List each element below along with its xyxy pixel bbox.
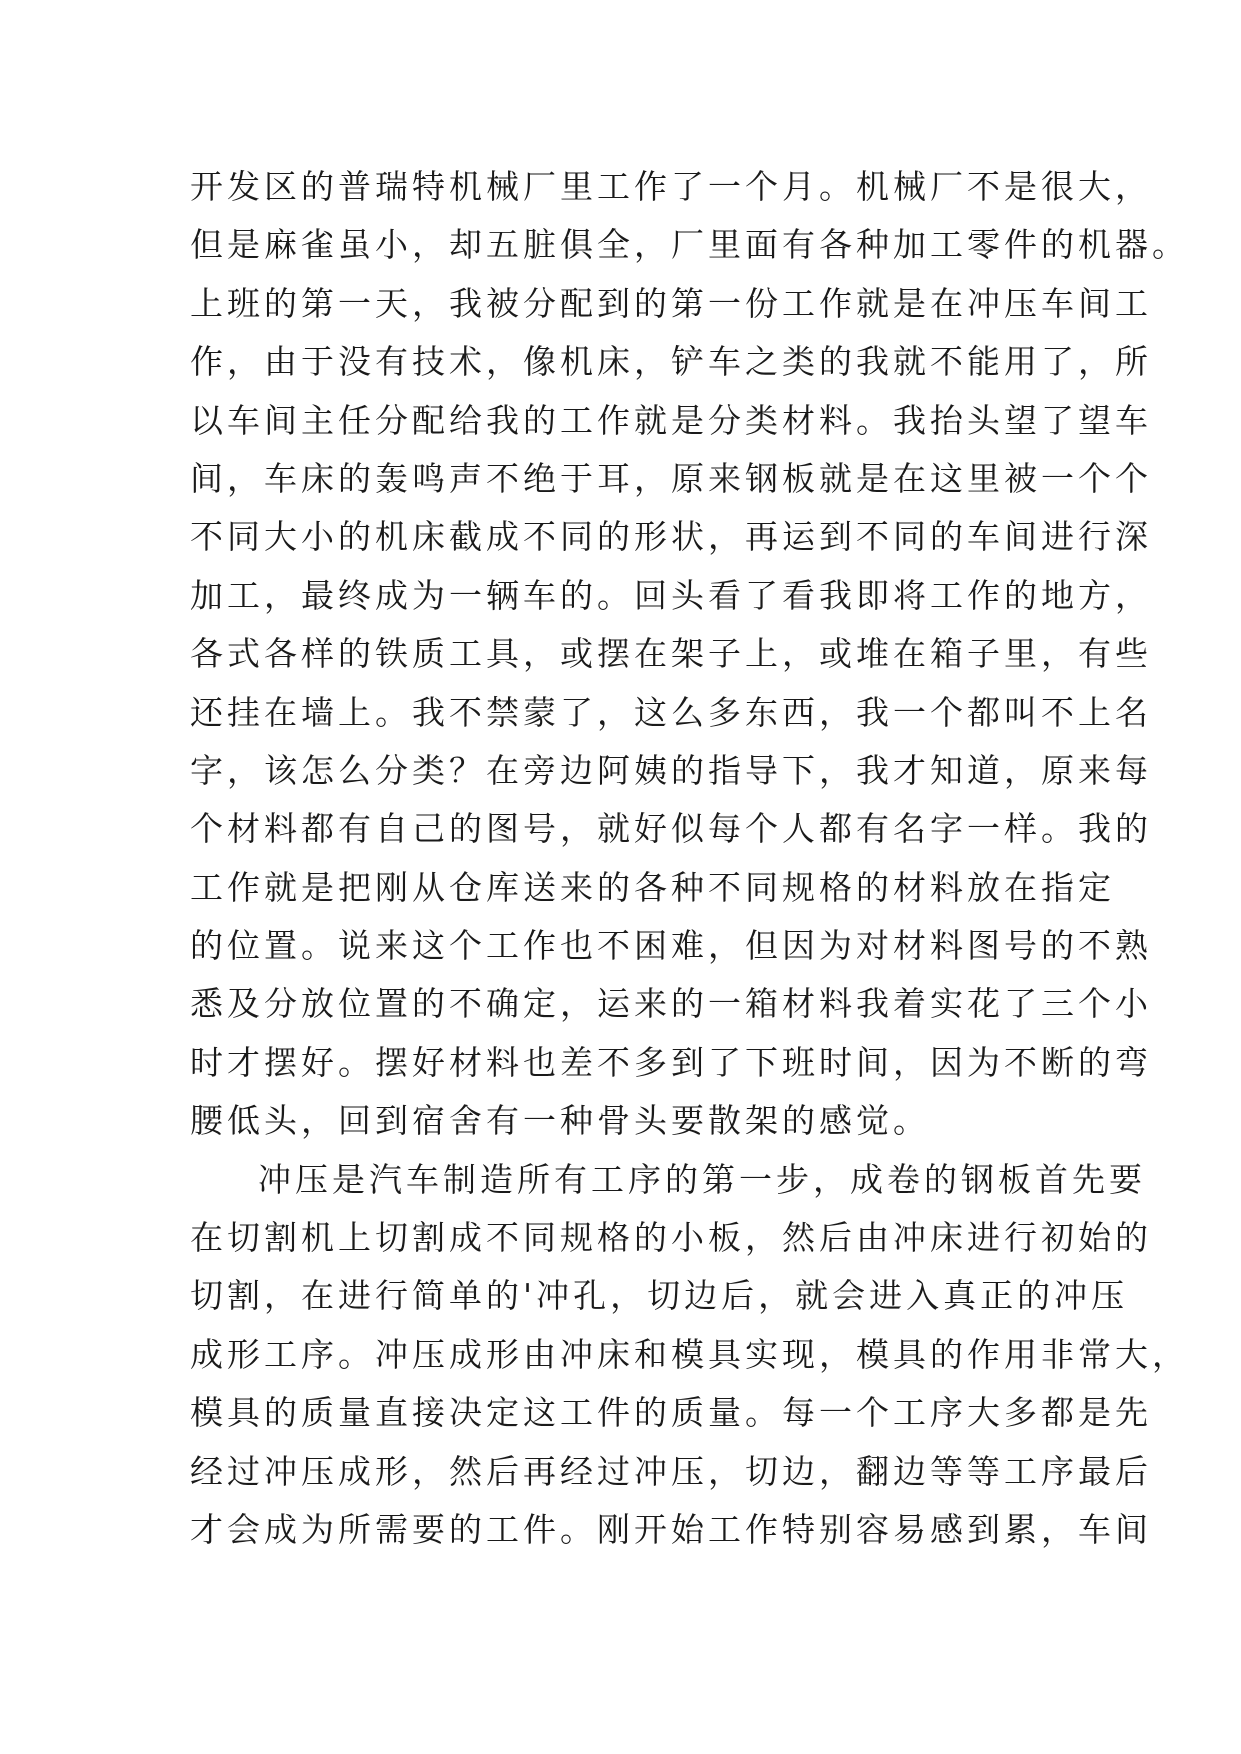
text-line: 各式各样的铁质工具，或摆在架子上，或堆在箱子里，有些 — [190, 634, 1152, 674]
text-line: 腰低头，回到宿舍有一种骨头要散架的感觉。 — [190, 1101, 930, 1141]
text-line: 才会成为所需要的工件。刚开始工作特别容易感到累，车间 — [190, 1509, 1152, 1549]
text-line: 作，由于没有技术，像机床，铲车之类的我就不能用了，所 — [190, 342, 1152, 382]
text-line: 上班的第一天，我被分配到的第一份工作就是在冲压车间工 — [190, 283, 1152, 323]
paragraph — [190, 1151, 1189, 1560]
text-line: 成形工序。冲压成形由冲床和模具实现，模具的作用非常大， — [190, 1334, 1189, 1374]
text-line: 间，车床的轰鸣声不绝于耳，原来钢板就是在这里被一个个 — [190, 458, 1152, 498]
text-line: 冲压是汽车制造所有工序的第一步，成卷的钢板首先要 — [258, 1159, 1146, 1199]
text-line: 以车间主任分配给我的工作就是分类材料。我抬头望了望车 — [190, 400, 1152, 440]
text-line: 工作就是把刚从仓库送来的各种不同规格的材料放在指定 — [190, 867, 1115, 907]
paragraph — [190, 158, 1189, 1151]
text-line: 但是麻雀虽小，却五脏俱全，厂里面有各种加工零件的机器。 — [190, 225, 1189, 265]
text-line: 的位置。说来这个工作也不困难，但因为对材料图号的不熟 — [190, 926, 1152, 966]
text-line: 字，该怎么分类？在旁边阿姨的指导下，我才知道，原来每 — [190, 750, 1152, 790]
text-line: 切割，在进行简单的'冲孔，切边后，就会进入真正的冲压 — [190, 1276, 1129, 1316]
text-line: 不同大小的机床截成不同的形状，再运到不同的车间进行深 — [190, 517, 1152, 557]
text-line: 还挂在墙上。我不禁蒙了，这么多东西，我一个都叫不上名 — [190, 692, 1152, 732]
text-line: 个材料都有自己的图号，就好似每个人都有名字一样。我的 — [190, 809, 1152, 849]
text-line: 悉及分放位置的不确定，运来的一箱材料我着实花了三个小 — [190, 984, 1152, 1024]
body-text — [190, 158, 1189, 1559]
text-line: 开发区的普瑞特机械厂里工作了一个月。机械厂不是很大， — [190, 167, 1152, 206]
text-line: 加工，最终成为一辆车的。回头看了看我即将工作的地方， — [190, 575, 1152, 615]
text-line: 时才摆好。摆好材料也差不多到了下班时间，因为不断的弯 — [190, 1042, 1152, 1082]
text-line: 模具的质量直接决定这工件的质量。每一个工序大多都是先 — [190, 1393, 1152, 1433]
text-line: 在切割机上切割成不同规格的小板，然后由冲床进行初始的 — [190, 1218, 1152, 1258]
text-line: 经过冲压成形，然后再经过冲压，切边，翻边等等工序最后 — [190, 1451, 1152, 1491]
